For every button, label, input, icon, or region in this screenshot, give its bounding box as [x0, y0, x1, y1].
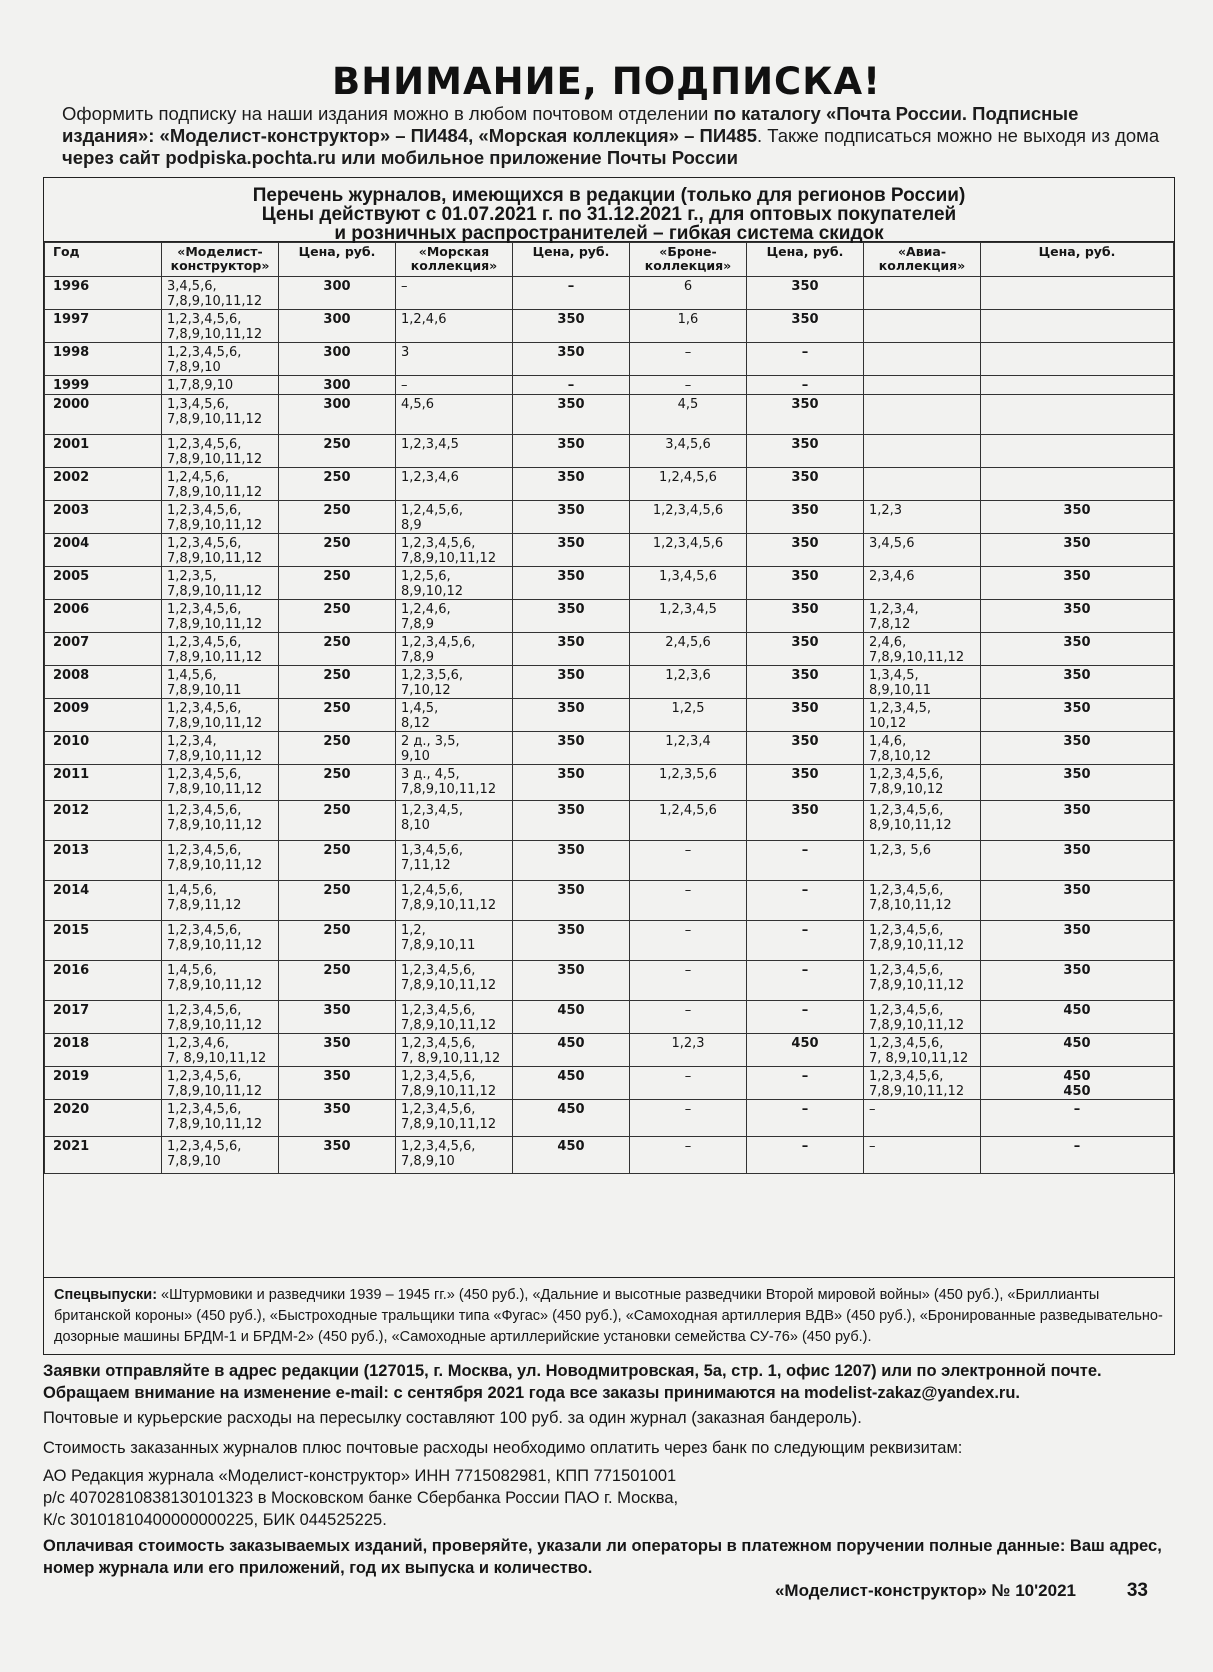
table-cell-mor-price: 350: [513, 435, 630, 468]
special-issues: [44, 1277, 1174, 1354]
postage-note: Почтовые и курьерские расходы на пересылку составляют 100 руб. за один журнал (заказная бандероль).: [43, 1409, 862, 1427]
table-cell-mor: 1,2,3,4,6: [396, 468, 513, 501]
table-cell-avia: [864, 376, 981, 395]
table-cell-bron-price: 350: [747, 567, 864, 600]
table-cell-mor: 1,3,4,5,6, 7,11,12: [396, 841, 513, 881]
table-row: [45, 435, 1174, 468]
table-cell-mor-price: 350: [513, 666, 630, 699]
table-cell-bron-price: 350: [747, 765, 864, 801]
table-cell-avia: [864, 468, 981, 501]
table-cell-mor-price: 450: [513, 1067, 630, 1100]
table-cell-avia-price: 350: [981, 881, 1174, 921]
table-body: [45, 277, 1174, 1174]
table-cell-bron-price: 350: [747, 633, 864, 666]
table-cell-mor-price: 350: [513, 567, 630, 600]
table-cell-mor: 1,2,4,6: [396, 310, 513, 343]
table-cell-avia-price: [981, 435, 1174, 468]
table-cell-avia-price: 350: [981, 961, 1174, 1001]
table-heading-line-3: и розничных распространителей – гибкая система скидок: [334, 223, 884, 244]
table-cell-mk: 1,2,3,5, 7,8,9,10,11,12: [162, 567, 279, 600]
table-cell-mk-price: 250: [279, 666, 396, 699]
table-cell-mk: 1,2,3,4,5,6, 7,8,9,10,11,12: [162, 801, 279, 841]
table-cell-mk-price: 250: [279, 841, 396, 881]
intro-paragraph: [62, 103, 1172, 169]
table-cell-mor-price: 350: [513, 699, 630, 732]
table-cell-mor: 1,2,3,4,5: [396, 435, 513, 468]
table-cell-avia: 3,4,5,6: [864, 534, 981, 567]
table-cell-mk-price: 250: [279, 534, 396, 567]
table-row: [45, 1001, 1174, 1034]
table-cell-mk: 1,2,3,4,5,6, 7,8,9,10,11,12: [162, 765, 279, 801]
intro-text-1: Оформить подписку на наши издания можно в любом почтовом отделении: [62, 103, 714, 124]
table-cell-mk: 1,4,5,6, 7,8,9,10,11: [162, 666, 279, 699]
table-cell-avia-price: [981, 468, 1174, 501]
table-cell-mk-price: 250: [279, 881, 396, 921]
table-cell-mk: 1,2,3,4,5,6, 7,8,9,10,11,12: [162, 1001, 279, 1034]
table-cell-year: 2020: [45, 1100, 162, 1137]
table-cell-mor-price: –: [513, 277, 630, 310]
table-row: [45, 1034, 1174, 1067]
table-cell-year: 2007: [45, 633, 162, 666]
table-cell-avia-price: 350: [981, 699, 1174, 732]
table-header-row: [45, 243, 1174, 277]
table-row: [45, 633, 1174, 666]
table-row: [45, 732, 1174, 765]
table-cell-mor-price: 350: [513, 765, 630, 801]
table-row: [45, 277, 1174, 310]
table-cell-avia: 1,2,3,4, 7,8,12: [864, 600, 981, 633]
table-cell-mor: 1,2,3,4,5,6, 7,8,9,10,11,12: [396, 961, 513, 1001]
table-cell-bron-price: 350: [747, 277, 864, 310]
table-heading: [44, 178, 1174, 242]
table-row: [45, 376, 1174, 395]
table-cell-mk: 1,7,8,9,10: [162, 376, 279, 395]
table-row: [45, 395, 1174, 435]
table-cell-avia: 1,2,3,4,5,6, 7, 8,9,10,11,12: [864, 1034, 981, 1067]
table-cell-year: 2021: [45, 1137, 162, 1174]
table-cell-avia: [864, 277, 981, 310]
table-cell-mk: 1,2,3,4,6, 7, 8,9,10,11,12: [162, 1034, 279, 1067]
table-row: [45, 841, 1174, 881]
table-cell-bron-price: 350: [747, 801, 864, 841]
table-cell-bron-price: –: [747, 1001, 864, 1034]
table-cell-avia: 1,2,3,4,5,6, 7,8,9,10,11,12: [864, 1067, 981, 1100]
intro-site: через сайт podpiska.pochta.ru или мобильное приложение Почты России: [62, 147, 738, 168]
table-cell-avia-price: [981, 310, 1174, 343]
table-cell-mor-price: 350: [513, 801, 630, 841]
table-cell-mor: 1,2,4,5,6, 7,8,9,10,11,12: [396, 881, 513, 921]
table-cell-year: 2011: [45, 765, 162, 801]
table-cell-avia-price: 350: [981, 801, 1174, 841]
table-cell-avia-price: 350: [981, 765, 1174, 801]
orders-note: Заявки отправляйте в адрес редакции (127015, г. Москва, ул. Новодмитровская, 5а, стр. 1, офис 1207) или по электронной почте. Обращаем внимание на изменение e-mail: с сентября 2021 года все заказы принимаются на modelist-zakaz@yandex.ru.: [43, 1362, 1102, 1402]
price-table: [44, 242, 1174, 1174]
table-cell-avia: [864, 343, 981, 376]
magazine-issue: «Моделист-конструктор» № 10'2021: [774, 1581, 1076, 1600]
table-cell-mor: 1,2,5,6, 8,9,10,12: [396, 567, 513, 600]
table-cell-mk-price: 300: [279, 395, 396, 435]
table-cell-mor-price: 350: [513, 501, 630, 534]
table-cell-bron: –: [630, 1001, 747, 1034]
intro-catalog: по каталогу «Почта России. Подписные издания»: «Моделист-конструктор» – ПИ484, «Морская коллекция» – ПИ485: [62, 103, 1079, 146]
table-cell-avia: [864, 435, 981, 468]
table-row: [45, 310, 1174, 343]
table-cell-mor-price: 450: [513, 1100, 630, 1137]
table-cell-avia: 1,2,3,4,5,6, 8,9,10,11,12: [864, 801, 981, 841]
table-cell-mor: 1,2, 7,8,9,10,11: [396, 921, 513, 961]
table-cell-bron: 3,4,5,6: [630, 435, 747, 468]
table-cell-bron: 6: [630, 277, 747, 310]
table-row: [45, 699, 1174, 732]
table-cell-avia-price: –: [981, 1100, 1174, 1137]
table-cell-avia: 1,2,3,4,5, 10,12: [864, 699, 981, 732]
table-cell-mor-price: 450: [513, 1001, 630, 1034]
table-cell-avia: 2,4,6, 7,8,9,10,11,12: [864, 633, 981, 666]
table-row: [45, 961, 1174, 1001]
table-cell-year: 2013: [45, 841, 162, 881]
table-cell-mor-price: 350: [513, 633, 630, 666]
table-cell-mor: 1,2,3,4,5,6, 7,8,9,10,11,12: [396, 1100, 513, 1137]
table-cell-year: 2012: [45, 801, 162, 841]
table-cell-avia-price: [981, 277, 1174, 310]
table-row: [45, 468, 1174, 501]
table-cell-avia: 1,2,3,4,5,6, 7,8,9,10,11,12: [864, 921, 981, 961]
table-cell-year: 1996: [45, 277, 162, 310]
table-cell-mor: 1,2,3,4,5,6, 7,8,9,10,11,12: [396, 1001, 513, 1034]
table-cell-avia: [864, 310, 981, 343]
table-cell-year: 1999: [45, 376, 162, 395]
table-cell-bron-price: 450: [747, 1034, 864, 1067]
table-cell-avia-price: 350: [981, 633, 1174, 666]
table-cell-mk-price: 350: [279, 1001, 396, 1034]
table-cell-year: 2001: [45, 435, 162, 468]
price-list-frame: [43, 177, 1175, 1355]
table-cell-mk: 1,2,3,4,5,6, 7,8,9,10,11,12: [162, 600, 279, 633]
table-cell-avia-price: 350: [981, 841, 1174, 881]
table-cell-mk-price: 300: [279, 343, 396, 376]
table-cell-bron: 1,2,5: [630, 699, 747, 732]
table-cell-bron-price: –: [747, 376, 864, 395]
table-row: [45, 881, 1174, 921]
table-cell-year: 2009: [45, 699, 162, 732]
table-row: [45, 1100, 1174, 1137]
table-cell-bron-price: 350: [747, 666, 864, 699]
table-cell-mor-price: –: [513, 376, 630, 395]
table-row: [45, 921, 1174, 961]
table-cell-mk-price: 300: [279, 310, 396, 343]
table-row: [45, 666, 1174, 699]
table-cell-mk-price: 250: [279, 468, 396, 501]
table-cell-bron-price: 350: [747, 600, 864, 633]
table-cell-avia-price: 450: [981, 1034, 1174, 1067]
table-cell-mk: 1,4,5,6, 7,8,9,10,11,12: [162, 961, 279, 1001]
table-cell-avia-price: 350: [981, 501, 1174, 534]
special-text: «Штурмовики и разведчики 1939 – 1945 гг.» (450 руб.), «Дальние и высотные разведчики Второй мировой войны» (450 руб.), «Бриллианты британской короны» (450 руб.), «Быстроходные тральщики типа «Фугас» (450 руб.), «Самоходная артиллерия ВДВ» (450 руб.), «Бронированные разведывательно-дозорные машины БРДМ-1 и БРДМ-2» (450 руб.), «Самоходные артиллерийские установки семейства СУ-76» (450 руб.).: [54, 1287, 1163, 1345]
table-cell-mor: 1,2,4,5,6, 8,9: [396, 501, 513, 534]
table-cell-bron-price: 350: [747, 435, 864, 468]
table-cell-year: 1998: [45, 343, 162, 376]
table-cell-avia: 1,2,3, 5,6: [864, 841, 981, 881]
table-cell-mk: 1,2,3,4,5,6, 7,8,9,10,11,12: [162, 1067, 279, 1100]
table-cell-avia: 1,2,3: [864, 501, 981, 534]
table-heading-line-2: Цены действуют с 01.07.2021 г. по 31.12.2021 г., для оптовых покупателей: [261, 204, 957, 225]
page-title: ВНИМАНИЕ, ПОДПИСКА!: [332, 60, 881, 103]
table-cell-mor-price: 450: [513, 1034, 630, 1067]
table-cell-year: 2006: [45, 600, 162, 633]
col-avia: «Авиа-коллекция»: [864, 243, 981, 277]
table-cell-mk-price: 250: [279, 501, 396, 534]
table-cell-mk: 3,4,5,6, 7,8,9,10,11,12: [162, 277, 279, 310]
table-cell-bron-price: –: [747, 841, 864, 881]
table-cell-avia-price: 350: [981, 567, 1174, 600]
table-cell-avia-price: 350: [981, 600, 1174, 633]
table-cell-bron: 1,2,3,4,5,6: [630, 501, 747, 534]
table-cell-mor: 4,5,6: [396, 395, 513, 435]
table-row: [45, 343, 1174, 376]
col-bron-price: Цена, руб.: [747, 243, 864, 277]
table-cell-bron-price: –: [747, 921, 864, 961]
table-cell-bron: 1,2,3,4: [630, 732, 747, 765]
col-avia-price: Цена, руб.: [981, 243, 1174, 277]
table-cell-mor: 1,2,3,4,5,6, 7,8,9,10,11,12: [396, 1067, 513, 1100]
table-cell-bron: 4,5: [630, 395, 747, 435]
table-cell-avia-price: [981, 395, 1174, 435]
table-cell-mk: 1,2,3,4,5,6, 7,8,9,10,11,12: [162, 534, 279, 567]
table-heading-line-1: Перечень журналов, имеющихся в редакции (только для регионов России): [252, 185, 966, 206]
table-cell-mk-price: 300: [279, 376, 396, 395]
table-cell-mk-price: 250: [279, 801, 396, 841]
table-cell-mk-price: 350: [279, 1067, 396, 1100]
table-cell-bron: –: [630, 1100, 747, 1137]
col-mor-price: Цена, руб.: [513, 243, 630, 277]
table-cell-avia-price: [981, 376, 1174, 395]
table-cell-avia-price: 450: [981, 1001, 1174, 1034]
table-cell-mk-price: 250: [279, 633, 396, 666]
bank-requisites: АО Редакция журнала «Моделист-конструктор» ИНН 7715082981, КПП 771501001 р/с 40702810838130101323 в Московском банке Сбербанка России ПАО г. Москва, К/с 30101810400000000225, БИК 044525225.: [43, 1467, 679, 1529]
table-row: [45, 600, 1174, 633]
table-cell-bron-price: 350: [747, 732, 864, 765]
payment-note: Стоимость заказанных журналов плюс почтовые расходы необходимо оплатить через банк по следующим реквизитам:: [43, 1439, 963, 1457]
table-cell-bron: 1,2,4,5,6: [630, 468, 747, 501]
table-cell-avia: 1,3,4,5, 8,9,10,11: [864, 666, 981, 699]
table-cell-year: 2017: [45, 1001, 162, 1034]
table-cell-bron: 1,2,4,5,6: [630, 801, 747, 841]
table-cell-bron-price: –: [747, 961, 864, 1001]
table-cell-bron: –: [630, 1067, 747, 1100]
table-cell-mor: 1,2,3,5,6, 7,10,12: [396, 666, 513, 699]
table-cell-mk: 1,2,3,4,5,6, 7,8,9,10,11,12: [162, 435, 279, 468]
table-cell-mor: 1,2,4,6, 7,8,9: [396, 600, 513, 633]
table-cell-mor-price: 350: [513, 534, 630, 567]
table-cell-bron-price: 350: [747, 699, 864, 732]
table-cell-mk: 1,2,3,4,5,6, 7,8,9,10,11,12: [162, 633, 279, 666]
table-cell-avia-price: 350: [981, 534, 1174, 567]
table-cell-avia: 2,3,4,6: [864, 567, 981, 600]
table-cell-year: 2000: [45, 395, 162, 435]
table-cell-avia: 1,2,3,4,5,6, 7,8,9,10,12: [864, 765, 981, 801]
table-cell-avia-price: 450 450: [981, 1067, 1174, 1100]
table-cell-year: 2010: [45, 732, 162, 765]
table-cell-year: 2016: [45, 961, 162, 1001]
table-cell-mk-price: 250: [279, 699, 396, 732]
table-cell-avia-price: 350: [981, 921, 1174, 961]
table-cell-mk: 1,2,3,4,5,6, 7,8,9,10,11,12: [162, 501, 279, 534]
table-cell-mk: 1,2,3,4,5,6, 7,8,9,10,11,12: [162, 841, 279, 881]
table-cell-avia: –: [864, 1137, 981, 1174]
table-cell-bron-price: –: [747, 343, 864, 376]
table-cell-mor: 1,2,3,4,5,6, 7,8,9,10,11,12: [396, 534, 513, 567]
table-cell-mor: 3: [396, 343, 513, 376]
table-cell-bron-price: 350: [747, 310, 864, 343]
table-cell-avia-price: 350: [981, 666, 1174, 699]
table-row: [45, 1137, 1174, 1174]
col-mor: «Морская коллекция»: [396, 243, 513, 277]
table-cell-mk-price: 250: [279, 961, 396, 1001]
table-cell-bron: –: [630, 841, 747, 881]
table-cell-bron-price: 350: [747, 395, 864, 435]
col-mk: «Моделист-конструктор»: [162, 243, 279, 277]
table-cell-bron: 1,3,4,5,6: [630, 567, 747, 600]
table-cell-year: 2008: [45, 666, 162, 699]
table-row: [45, 567, 1174, 600]
table-cell-avia-price: –: [981, 1137, 1174, 1174]
table-cell-avia: 1,2,3,4,5,6, 7,8,9,10,11,12: [864, 1001, 981, 1034]
table-cell-avia-price: 350: [981, 732, 1174, 765]
table-cell-bron: 1,2,3,4,5: [630, 600, 747, 633]
table-cell-mor-price: 350: [513, 395, 630, 435]
table-cell-mor-price: 350: [513, 732, 630, 765]
table-cell-mk-price: 250: [279, 765, 396, 801]
table-cell-mor: 3 д., 4,5, 7,8,9,10,11,12: [396, 765, 513, 801]
table-cell-year: 2005: [45, 567, 162, 600]
table-cell-mor: 1,4,5, 8,12: [396, 699, 513, 732]
table-cell-year: 1997: [45, 310, 162, 343]
table-cell-bron: 1,2,3: [630, 1034, 747, 1067]
table-cell-year: 2015: [45, 921, 162, 961]
table-cell-mor-price: 350: [513, 310, 630, 343]
table-cell-bron-price: 350: [747, 534, 864, 567]
table-cell-mk-price: 300: [279, 277, 396, 310]
table-cell-year: 2004: [45, 534, 162, 567]
table-cell-year: 2002: [45, 468, 162, 501]
table-row: [45, 801, 1174, 841]
table-cell-avia: 1,2,3,4,5,6, 7,8,10,11,12: [864, 881, 981, 921]
table-cell-bron: –: [630, 343, 747, 376]
table-cell-mk-price: 350: [279, 1100, 396, 1137]
table-row: [45, 534, 1174, 567]
page-number: 33: [1126, 1580, 1148, 1601]
table-cell-mk-price: 350: [279, 1034, 396, 1067]
table-cell-bron: 2,4,5,6: [630, 633, 747, 666]
table-cell-year: 2018: [45, 1034, 162, 1067]
table-cell-mk-price: 350: [279, 1137, 396, 1174]
table-cell-mor-price: 350: [513, 600, 630, 633]
table-cell-mk-price: 250: [279, 921, 396, 961]
table-row: [45, 765, 1174, 801]
table-cell-avia-price: [981, 343, 1174, 376]
table-cell-bron-price: 350: [747, 501, 864, 534]
table-cell-bron-price: –: [747, 1100, 864, 1137]
table-cell-mk-price: 250: [279, 567, 396, 600]
table-cell-mk: 1,2,3,4,5,6, 7,8,9,10: [162, 343, 279, 376]
table-cell-mk: 1,2,3,4,5,6, 7,8,9,10,11,12: [162, 1100, 279, 1137]
table-cell-mor-price: 350: [513, 343, 630, 376]
table-cell-mor-price: 450: [513, 1137, 630, 1174]
table-row: [45, 1067, 1174, 1100]
col-year: Год: [45, 243, 162, 277]
table-cell-year: 2003: [45, 501, 162, 534]
table-cell-mor-price: 350: [513, 921, 630, 961]
col-bron: «Броне-коллекция»: [630, 243, 747, 277]
table-cell-bron: –: [630, 961, 747, 1001]
table-cell-mor-price: 350: [513, 881, 630, 921]
payment-warning: Оплачивая стоимость заказываемых изданий, проверяйте, указали ли операторы в платежном поручении полные данные: Ваш адрес, номер журнала или его приложений, год их выпуска и количество.: [43, 1537, 1162, 1577]
table-cell-mor: 1,2,3,4,5,6, 7,8,9,10: [396, 1137, 513, 1174]
table-cell-mk: 1,2,3,4,5,6, 7,8,9,10,11,12: [162, 310, 279, 343]
table-cell-bron: –: [630, 1137, 747, 1174]
table-cell-mk: 1,2,3,4,5,6, 7,8,9,10: [162, 1137, 279, 1174]
col-mk-price: Цена, руб.: [279, 243, 396, 277]
table-row: [45, 501, 1174, 534]
table-cell-mor: 1,2,3,4,5,6, 7, 8,9,10,11,12: [396, 1034, 513, 1067]
table-cell-year: 2014: [45, 881, 162, 921]
table-cell-mor: 1,2,3,4,5,6, 7,8,9: [396, 633, 513, 666]
table-cell-avia: 1,2,3,4,5,6, 7,8,9,10,11,12: [864, 961, 981, 1001]
table-cell-mk: 1,4,5,6, 7,8,9,11,12: [162, 881, 279, 921]
table-cell-bron: 1,6: [630, 310, 747, 343]
table-cell-mk: 1,3,4,5,6, 7,8,9,10,11,12: [162, 395, 279, 435]
table-cell-mor: –: [396, 376, 513, 395]
table-cell-mor-price: 350: [513, 841, 630, 881]
table-cell-mor-price: 350: [513, 961, 630, 1001]
table-cell-mk-price: 250: [279, 732, 396, 765]
table-cell-avia: –: [864, 1100, 981, 1137]
table-cell-bron-price: –: [747, 881, 864, 921]
table-cell-mk: 1,2,3,4,5,6, 7,8,9,10,11,12: [162, 699, 279, 732]
intro-text-3: . Также подписаться можно не выходя из дома: [757, 125, 1160, 146]
table-cell-bron: –: [630, 376, 747, 395]
table-cell-bron-price: –: [747, 1137, 864, 1174]
table-cell-mor: 1,2,3,4,5, 8,10: [396, 801, 513, 841]
table-cell-mor-price: 350: [513, 468, 630, 501]
table-cell-avia: [864, 395, 981, 435]
table-cell-bron: 1,2,3,4,5,6: [630, 534, 747, 567]
table-cell-avia: 1,4,6, 7,8,10,12: [864, 732, 981, 765]
table-cell-mk-price: 250: [279, 600, 396, 633]
table-cell-mor: 2 д., 3,5, 9,10: [396, 732, 513, 765]
table-cell-mk: 1,2,3,4,5,6, 7,8,9,10,11,12: [162, 921, 279, 961]
table-cell-bron: 1,2,3,5,6: [630, 765, 747, 801]
table-cell-mk: 1,2,4,5,6, 7,8,9,10,11,12: [162, 468, 279, 501]
table-cell-bron: –: [630, 881, 747, 921]
table-cell-bron-price: –: [747, 1067, 864, 1100]
table-cell-mk: 1,2,3,4, 7,8,9,10,11,12: [162, 732, 279, 765]
table-cell-bron: –: [630, 921, 747, 961]
table-cell-year: 2019: [45, 1067, 162, 1100]
table-cell-bron-price: 350: [747, 468, 864, 501]
table-cell-mk-price: 250: [279, 435, 396, 468]
table-cell-mor: –: [396, 277, 513, 310]
table-cell-bron: 1,2,3,6: [630, 666, 747, 699]
special-label: Спецвыпуски:: [54, 1287, 158, 1303]
